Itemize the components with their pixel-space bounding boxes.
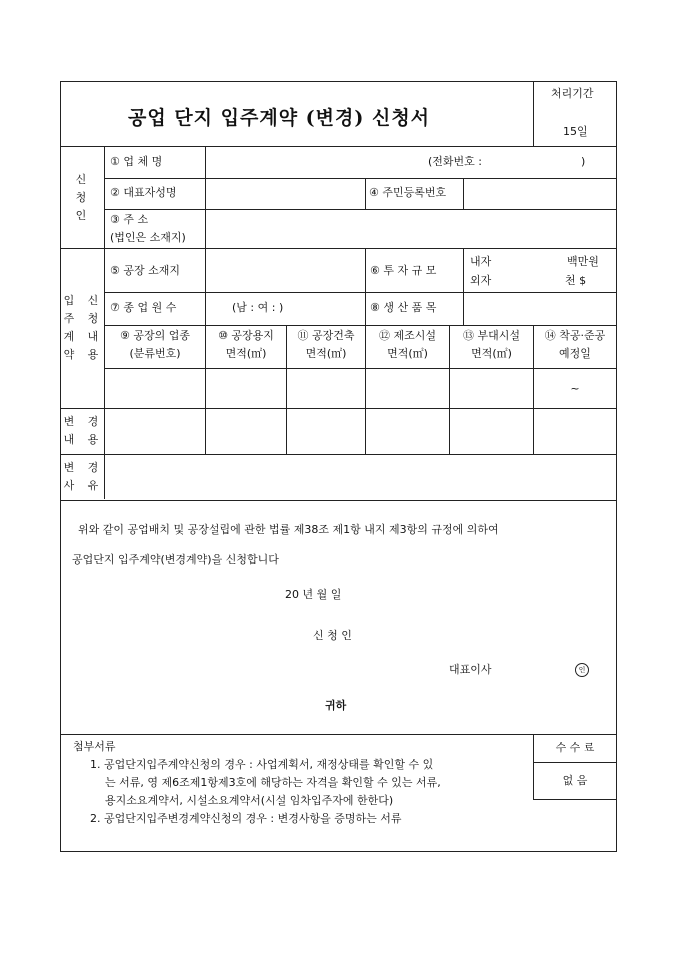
declaration-line-2: 공업단지 입주계약(변경계약)을 신청합니다 [72, 553, 279, 566]
schedule-field[interactable]: ~ [570, 382, 580, 395]
employees-label: ⑦ 종 업 원 수 [110, 301, 177, 314]
manufacturing-area-field[interactable] [366, 369, 449, 408]
foreign-capital-unit: 천 $ [565, 274, 587, 287]
attachment-item-2: 2. 공업단지입주변경계약신청의 경우 : 변경사항을 증명하는 서류 [90, 812, 402, 825]
attachments-heading: 첨부서류 [73, 740, 116, 753]
representative-director-label: 대표이사 [449, 663, 492, 676]
resident-no-label: ④ 주민등록번호 [369, 186, 447, 199]
company-name-field[interactable] [206, 147, 426, 178]
products-label: ⑧ 생 산 품 목 [370, 301, 437, 314]
fee-label: 수 수 료 [555, 741, 595, 754]
change-reason-field[interactable] [105, 455, 616, 500]
attachment-item-1-line-2: 는 서류, 영 제6조제1항제3호에 해당하는 자격을 확인할 수 있는 서류, [105, 776, 441, 789]
col-schedule-subheader: 예정일 [559, 347, 591, 360]
representative-label: ② 대표자성명 [110, 186, 177, 199]
col-auxiliary-area-subheader: 면적(㎡) [471, 347, 512, 360]
col-manufacturing-area-header: ⑫ 제조시설 [378, 329, 436, 342]
col-site-area-header: ⑩ 공장용지 [218, 329, 274, 342]
foreign-capital-label: 외자 [470, 274, 492, 287]
col-auxiliary-area-header: ⑬ 부대시설 [462, 329, 520, 342]
resident-no-field[interactable] [464, 179, 616, 209]
employees-breakdown[interactable]: (남 : 여 : ) [232, 301, 284, 314]
col-industry-header: ⑨ 공장의 업종 [120, 329, 190, 342]
phone-label: (전화번호 : [428, 155, 482, 168]
col-site-area-subheader: 면적(㎡) [225, 347, 267, 360]
seal-icon: 인 [575, 663, 589, 677]
processing-period-label: 처리기간 [551, 87, 594, 100]
col-industry-subheader: (분류번호) [129, 347, 181, 360]
domestic-capital-unit: 백만원 [567, 255, 599, 268]
investment-label: ⑥ 투 자 규 모 [370, 264, 437, 277]
industry-field[interactable] [105, 369, 205, 408]
address-label: ③ 주 소 [110, 213, 149, 226]
phone-close-paren: ) [581, 155, 586, 168]
attachment-item-1-line-1: 1. 공업단지입주계약신청의 경우 : 사업계획서, 재정상태를 확인할 수 있 [90, 758, 434, 771]
application-date[interactable]: 20 년 월 일 [285, 588, 342, 601]
attachment-item-1-line-3: 용지소요계약서, 시설소요계약서(시설 임차입주자에 한한다) [105, 794, 394, 807]
address-label-note: (법인은 소재지) [110, 231, 186, 244]
representative-field[interactable] [206, 179, 364, 209]
processing-period-value: 15일 [563, 125, 588, 138]
building-area-field[interactable] [287, 369, 365, 408]
applicant-signature-label: 신 청 인 [313, 629, 352, 642]
col-building-area-subheader: 면적(㎡) [305, 347, 347, 360]
change-content-field[interactable] [105, 409, 616, 454]
auxiliary-area-field[interactable] [450, 369, 533, 408]
domestic-capital-label: 내자 [470, 255, 492, 268]
declaration-line-1: 위와 같이 공업배치 및 공장설립에 관한 법률 제38조 제1항 내지 제3항의 규정에 의하여 [78, 523, 499, 536]
address-field[interactable] [206, 210, 616, 248]
site-area-field[interactable] [206, 369, 286, 408]
products-field[interactable] [464, 293, 616, 325]
col-schedule-header: ⑭ 착공·준공 [544, 329, 606, 342]
company-name-label: ① 업 체 명 [110, 155, 163, 168]
fee-value: 없 음 [562, 774, 588, 787]
addressee: 귀하 [325, 699, 347, 712]
form-title: 공업 단지 입주계약 (변경) 신청서 [128, 107, 431, 129]
col-building-area-header: ⑪ 공장건축 [297, 329, 355, 342]
col-manufacturing-area-subheader: 면적(㎡) [387, 347, 428, 360]
factory-location-label: ⑤ 공장 소재지 [110, 264, 180, 277]
factory-location-field[interactable] [206, 249, 364, 292]
phone-field[interactable] [500, 149, 578, 176]
